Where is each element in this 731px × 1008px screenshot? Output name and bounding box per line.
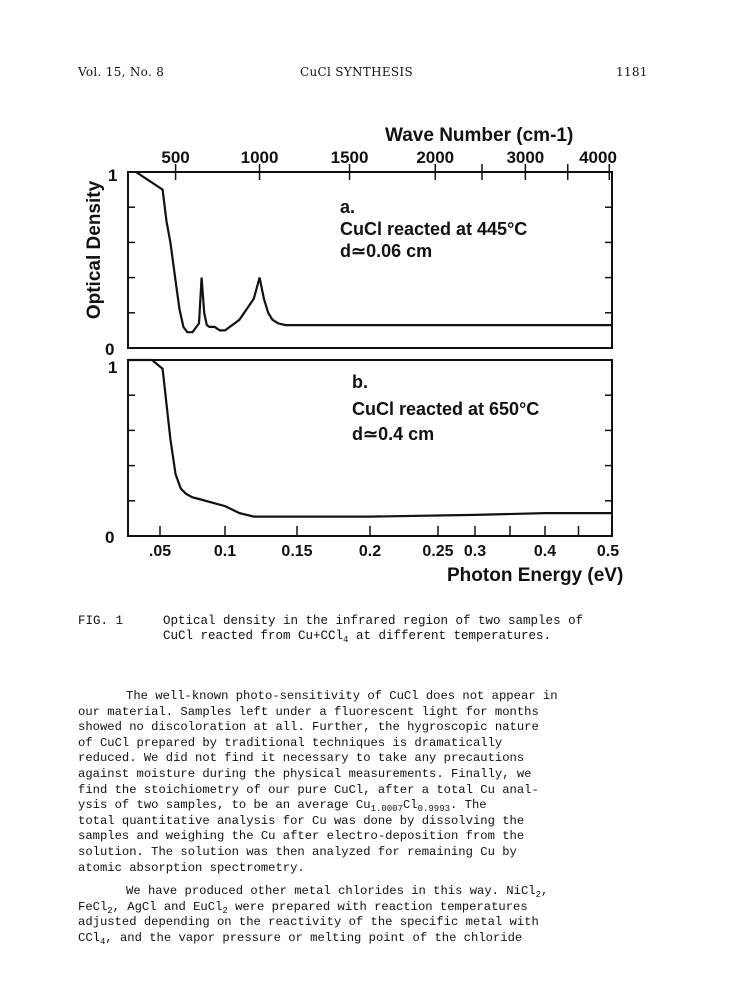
caption-line-2: CuCl reacted from Cu+CCl$_4$ at different temperatures.	[163, 629, 551, 645]
body-paragraph-2: We have produced other metal chlorides in this way. NiCl$_2$, FeCl$_2$, AgCl and EuCl$_2$ were prepared with reaction temperatures adjusted depending on the reactivity of the specific metal with CCl$_4$, and the vapor pressure or melting point of the chloride	[78, 884, 549, 947]
bottom-axis-ticks	[149, 526, 619, 560]
bottom-tick-label: 0.15	[281, 543, 313, 560]
page-number: 1181	[616, 65, 648, 79]
bottom-tick-label: 0.2	[358, 543, 382, 560]
panel-b-ymax-label: 1	[108, 358, 118, 377]
bottom-tick-label: 0.25	[422, 543, 454, 560]
y-axis-title: Optical Density	[84, 180, 105, 320]
panel-a-ymin-label: 0	[105, 340, 115, 359]
body-paragraph-1: The well-known photo-sensitivity of CuCl does not appear in our material. Samples left under a fluorescent light for months showed no discoloration at all. Further, the hygroscopic nature of CuCl prepared by traditional techniques is dramatically reduced. We did not find it necessary to take any precautions against moisture during the physical measurements. Finally, we find the stoichiometry of our pure CuCl, after a total Cu anal- ysis of two samples, to be an average $Cu_{1.0007}Cl_{0.9993}$. The total quantitative analysis for Cu was done by dissolving the samples and weighing the Cu after electro-deposition from the solution. The solution was then analyzed for remaining Cu by atomic absorption spectrometry.	[78, 689, 558, 875]
bottom-tick-label: .05	[148, 543, 172, 560]
caption-line-1: Optical density in the infrared region of two samples of	[163, 614, 584, 628]
panel-a-sample: CuCl reacted at 445°C	[340, 219, 528, 239]
panel-a-label: a.	[340, 197, 356, 217]
panel-b-sample: CuCl reacted at 650°C	[352, 399, 540, 419]
top-tick-label: 2000	[416, 148, 455, 167]
bottom-tick-label: 0.5	[596, 543, 620, 560]
bottom-tick-label: 0.3	[463, 543, 487, 560]
top-axis-ticks	[161, 148, 617, 180]
top-tick-label: 3000	[506, 148, 545, 167]
top-tick-label: 1500	[330, 148, 369, 167]
panel-b-frame	[128, 360, 612, 536]
running-head-volume: Vol. 15, No. 8	[78, 65, 165, 79]
top-axis-title: Wave Number (cm-1)	[385, 125, 574, 146]
top-tick-label: 4000	[579, 148, 617, 167]
caption-label: FIG. 1	[78, 614, 124, 628]
caption-text	[163, 614, 643, 644]
panel-b-label: b.	[352, 372, 368, 392]
top-tick-label: 1000	[240, 148, 279, 167]
running-head-title: CuCl SYNTHESIS	[300, 65, 413, 79]
top-tick-label: 500	[161, 148, 190, 167]
bottom-axis-title: Photon Energy (eV)	[447, 565, 624, 586]
panel-b-ymin-label: 0	[105, 528, 115, 547]
panel-a-ymax-label: 1	[108, 166, 118, 185]
panel-a-thickness: d≃0.06 cm	[340, 241, 433, 261]
bottom-tick-label: 0.1	[213, 543, 237, 560]
bottom-tick-label: 0.4	[533, 543, 557, 560]
panel-b-thickness: d≃0.4 cm	[352, 424, 435, 444]
